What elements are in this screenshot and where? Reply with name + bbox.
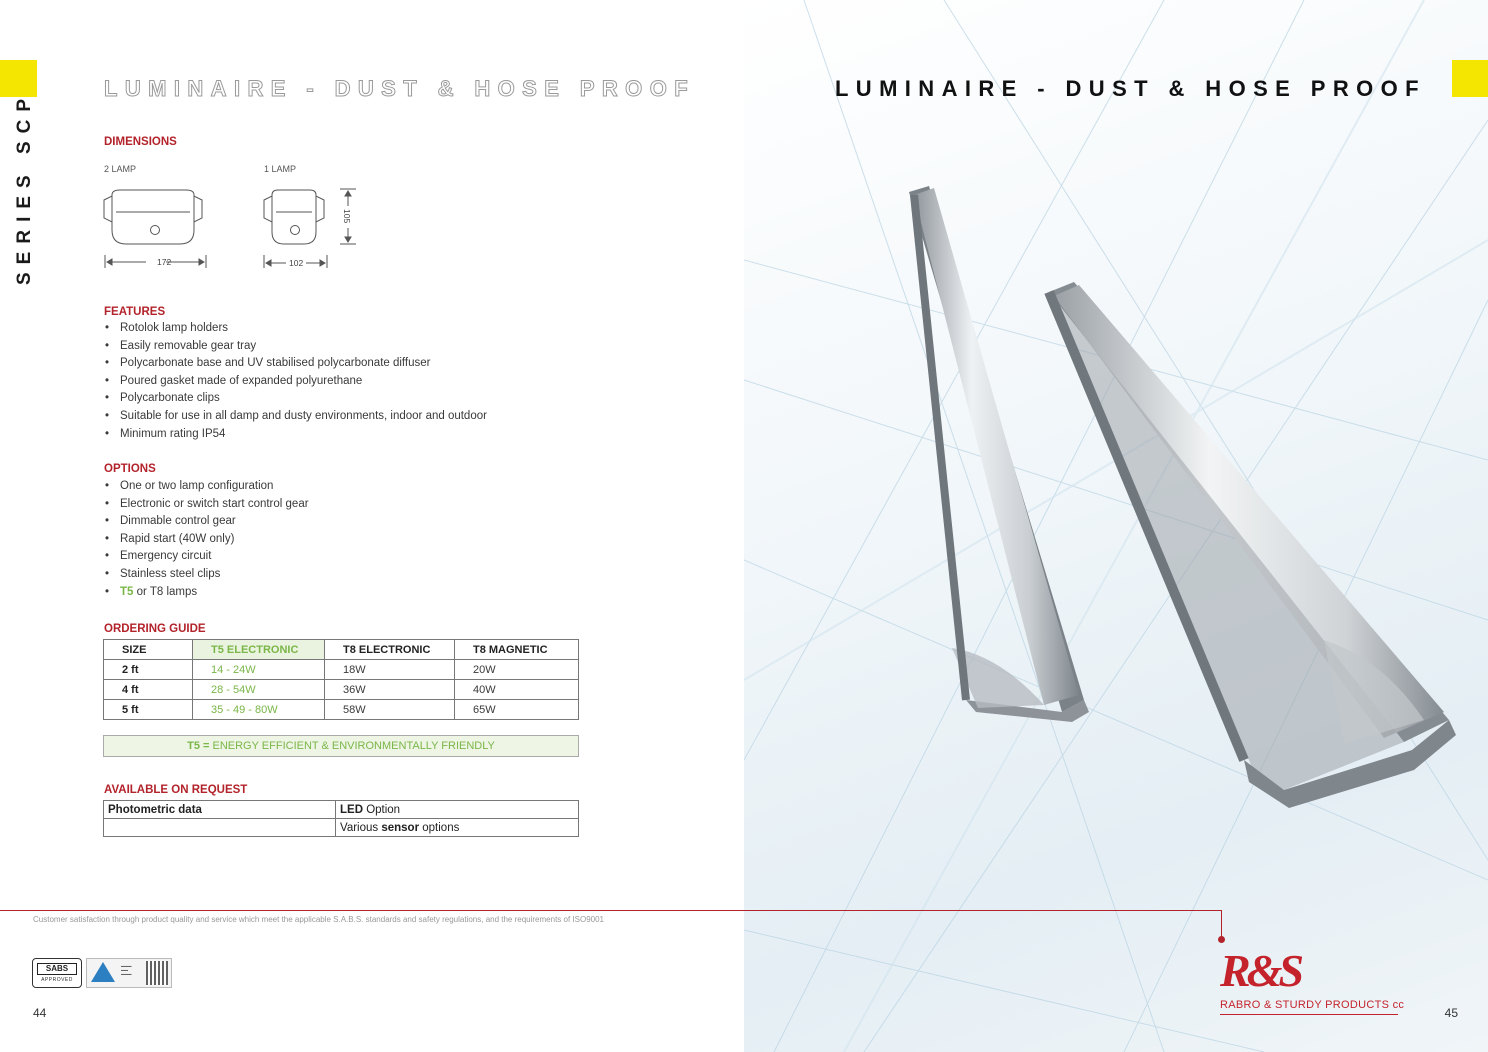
table-row: Photometric data LED Option [104,801,579,819]
two-lamp-drawing [104,190,206,268]
options-list [104,478,309,601]
dimensions-heading: DIMENSIONS [104,136,177,148]
qr-code-icon [146,961,168,985]
height-value: 105 [342,209,352,224]
table-row: 4 ft 28 - 54W 36W 40W [104,680,579,700]
list-item: • T5 or T8 lamps [104,584,309,602]
table-row: Various sensor options [104,819,579,837]
table-row: 2 ft 14 - 24W 18W 20W [104,660,579,680]
t5-highlight: T5 [120,585,134,598]
t5-note: T5 = ENERGY EFFICIENT & ENVIRONMENTALLY FRIENDLY [103,735,579,757]
list-item: • Poured gasket made of expanded polyurethane [104,373,487,391]
column-header: T8 MAGNETIC [455,640,579,660]
list-item: • Stainless steel clips [104,566,309,584]
list-item: • Rotolok lamp holders [104,320,487,338]
footer-connector [1221,910,1222,938]
two-lamp-label: 2 LAMP [104,164,137,174]
two-lamp-width: 172 [157,257,172,267]
footer-text: Customer satisfaction through product quality and service which meet the applicable S.A.B.S. standards and safety regulations, and the requirements of ISO9001 [33,915,604,924]
list-item: • Polycarbonate base and UV stabilised polycarbonate diffuser [104,355,487,373]
table-header-row [104,640,579,660]
list-item: • Dimmable control gear [104,513,309,531]
list-item: • Electronic or switch start control gear [104,496,309,514]
features-heading: FEATURES [104,306,166,318]
column-header: SIZE [104,640,193,660]
luminaire-left [909,186,1089,722]
one-lamp-label: 1 LAMP [264,164,297,174]
list-item: • Minimum rating IP54 [104,426,487,444]
page-number: 45 [1444,1006,1458,1020]
footer-dot [1218,936,1225,943]
options-heading: OPTIONS [104,463,156,475]
list-item: • One or two lamp configuration [104,478,309,496]
ordering-table [103,639,579,720]
sabs-approved-logo: SABS APPROVED [32,958,82,988]
series-label: SERIES SCP [14,90,35,285]
page-title: LUMINAIRE - DUST & HOSE PROOF [834,76,1426,101]
right-page [744,0,1488,1052]
one-lamp-width: 102 [289,258,304,268]
list-item: • Easily removable gear tray [104,338,487,356]
certification-badge: ▬▬▬ ▬▬ ▬▬▬ [86,958,172,988]
list-item: • Emergency circuit [104,548,309,566]
list-item: • Suitable for use in all damp and dusty environments, indoor and outdoor [104,408,487,426]
column-header: T5 ELECTRONIC [193,640,325,660]
list-item: • Polycarbonate clips [104,390,487,408]
logo-underline [1220,1014,1398,1015]
company-logo: R&S [1220,945,1301,996]
one-lamp-drawing [264,189,356,268]
certification-triangle-icon [91,962,115,982]
page-title: LUMINAIRE - DUST & HOSE PROOF [104,76,696,101]
request-table [103,800,579,837]
company-name: RABRO & STURDY PRODUCTS cc [1220,999,1405,1011]
table-row: 5 ft 35 - 49 - 80W 58W 65W [104,700,579,720]
features-list [104,320,487,443]
available-on-request-heading: AVAILABLE ON REQUEST [104,784,248,796]
column-header: T8 ELECTRONIC [325,640,455,660]
dimension-drawings [0,0,744,300]
page-number: 44 [33,1006,47,1020]
list-item: • Rapid start (40W only) [104,531,309,549]
ordering-guide-heading: ORDERING GUIDE [104,623,206,635]
luminaire-product-photo [744,0,1488,1052]
footer-divider [0,910,1222,911]
luminaire-right [1049,282,1456,808]
